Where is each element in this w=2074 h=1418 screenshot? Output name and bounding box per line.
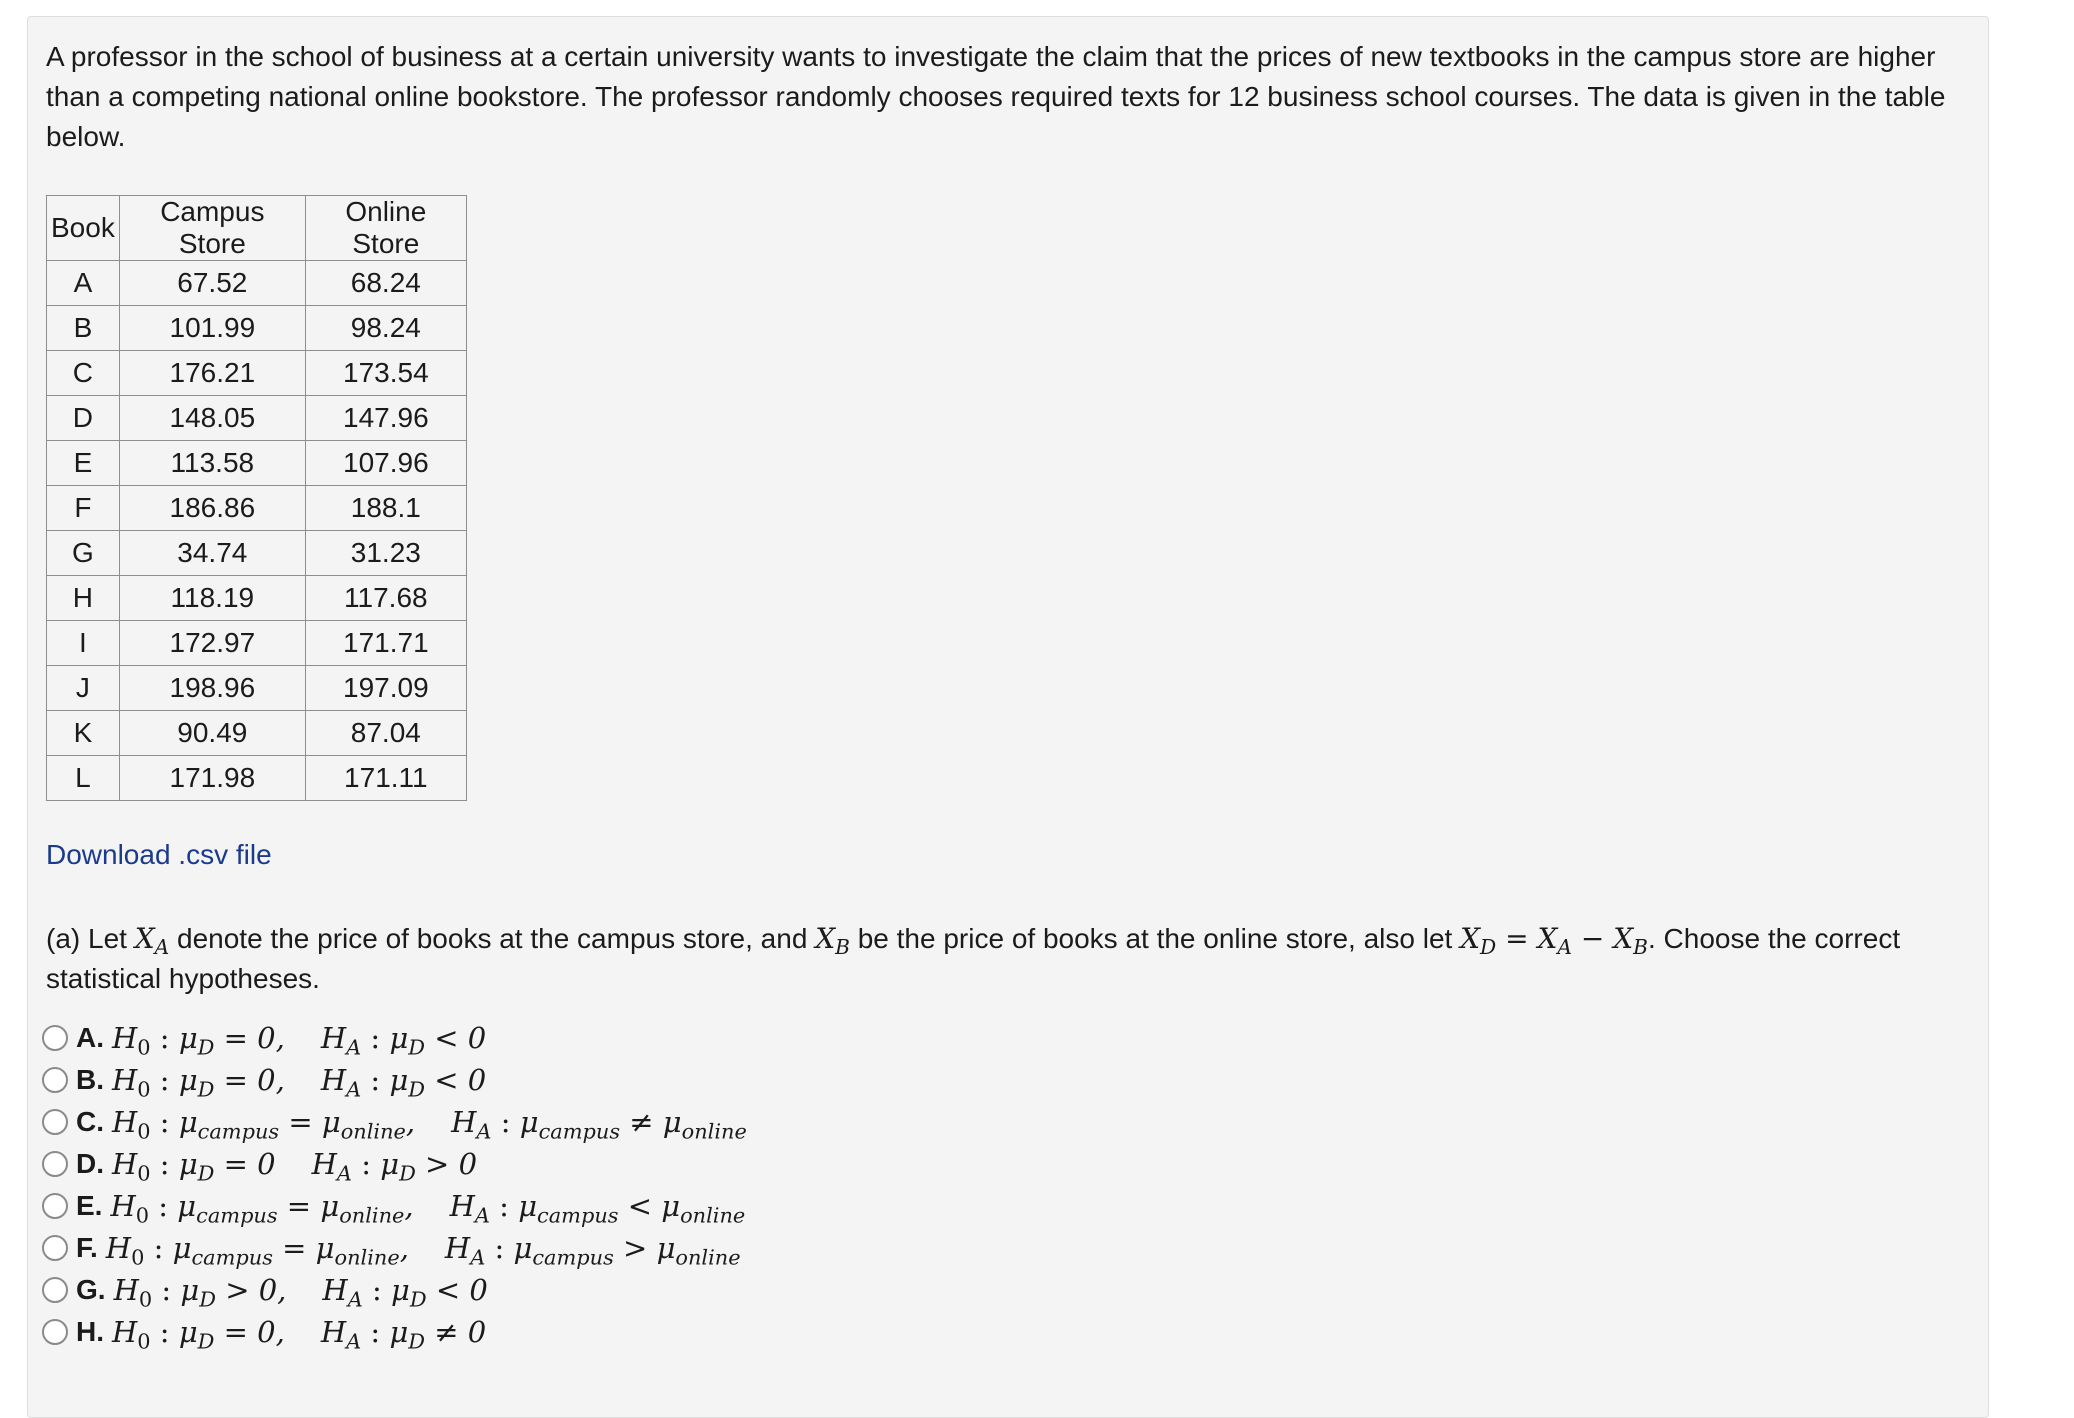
table-row <box>47 441 467 486</box>
cell-campus-price: 171.98 <box>119 756 305 801</box>
radio-button[interactable] <box>42 1235 68 1261</box>
table-row <box>47 351 467 396</box>
table-row <box>47 396 467 441</box>
answer-options <box>42 1017 747 1353</box>
cell-campus-price: 34.74 <box>119 531 305 576</box>
cell-book: H <box>47 576 120 621</box>
xd-equation: $X_D = X_A - X_B$ <box>1460 922 1648 960</box>
cell-book: B <box>47 306 120 351</box>
var-xa: $X_A$ <box>134 922 170 960</box>
cell-online-price: 98.24 <box>305 306 466 351</box>
cell-campus-price: 67.52 <box>119 261 305 306</box>
option-label: E. <box>76 1190 103 1221</box>
null-hypothesis: $H_0$ : $\mu_D = 0$, <box>112 1063 285 1102</box>
download-csv-link[interactable]: Download .csv file <box>46 839 272 870</box>
cell-campus-price: 118.19 <box>119 576 305 621</box>
table-row <box>47 621 467 666</box>
option-f[interactable] <box>42 1227 747 1269</box>
cell-book: C <box>47 351 120 396</box>
radio-button[interactable] <box>42 1193 68 1219</box>
option-e[interactable] <box>42 1185 747 1227</box>
cell-book: G <box>47 531 120 576</box>
radio-button[interactable] <box>42 1067 68 1093</box>
cell-campus-price: 101.99 <box>119 306 305 351</box>
alternative-hypothesis: $H_A$ : $\mu_D > 0$ <box>311 1147 478 1186</box>
question-panel <box>27 16 1989 1418</box>
cell-online-price: 107.96 <box>305 441 466 486</box>
table-row <box>47 531 467 576</box>
option-g[interactable] <box>42 1269 747 1311</box>
radio-button[interactable] <box>42 1151 68 1177</box>
null-hypothesis: $H_0$ : $\mu_D > 0$, <box>113 1273 287 1312</box>
radio-button[interactable] <box>42 1319 68 1345</box>
cell-book: L <box>47 756 120 801</box>
null-hypothesis: $H_0$ : $\mu_D = 0$, <box>112 1021 285 1060</box>
null-hypothesis: $H_0$ : $\mu_{campus} = \mu_{online}$, <box>105 1231 409 1270</box>
alternative-hypothesis: $H_A$ : $\mu_{campus} \ne \mu_{online}$ <box>451 1105 747 1144</box>
cell-campus-price: 172.97 <box>119 621 305 666</box>
alternative-hypothesis: $H_A$ : $\mu_D < 0$ <box>322 1273 488 1312</box>
option-c[interactable] <box>42 1101 747 1143</box>
null-hypothesis: $H_0$ : $\mu_{campus} = \mu_{online}$, <box>112 1105 416 1144</box>
header-campus-store: Campus Store <box>119 196 305 261</box>
null-hypothesis: $H_0$ : $\mu_{campus} = \mu_{online}$, <box>110 1189 414 1228</box>
cell-online-price: 173.54 <box>305 351 466 396</box>
cell-book: E <box>47 441 120 486</box>
alternative-hypothesis: $H_A$ : $\mu_{campus} > \mu_{online}$ <box>444 1231 741 1270</box>
option-label: C. <box>76 1106 104 1137</box>
option-label: F. <box>76 1232 98 1263</box>
table-body <box>47 261 467 801</box>
header-online-store: Online Store <box>305 196 466 261</box>
radio-button[interactable] <box>42 1277 68 1303</box>
question-text-3: . Choose the correct statistical hypotheses. <box>46 923 1901 994</box>
table-row <box>47 756 467 801</box>
alternative-hypothesis: $H_A$ : $\mu_{campus} < \mu_{online}$ <box>449 1189 746 1228</box>
cell-online-price: 147.96 <box>305 396 466 441</box>
cell-campus-price: 198.96 <box>119 666 305 711</box>
radio-button[interactable] <box>42 1025 68 1051</box>
cell-book: A <box>47 261 120 306</box>
option-label: B. <box>76 1064 104 1095</box>
var-xb: $X_B$ <box>815 922 850 960</box>
null-hypothesis: $H_0$ : $\mu_D = 0$ <box>112 1147 276 1186</box>
cell-online-price: 197.09 <box>305 666 466 711</box>
null-hypothesis: $H_0$ : $\mu_D = 0$, <box>112 1315 285 1354</box>
cell-online-price: 188.1 <box>305 486 466 531</box>
table-row <box>47 711 467 756</box>
question-text-1: denote the price of books at the campus store, and <box>177 923 808 954</box>
option-label: G. <box>76 1274 106 1305</box>
cell-campus-price: 90.49 <box>119 711 305 756</box>
cell-online-price: 171.11 <box>305 756 466 801</box>
cell-book: D <box>47 396 120 441</box>
alternative-hypothesis: $H_A$ : $\mu_D < 0$ <box>320 1063 487 1102</box>
option-d[interactable] <box>42 1143 747 1185</box>
table-row <box>47 261 467 306</box>
header-book: Book <box>47 196 120 261</box>
option-label: D. <box>76 1148 104 1179</box>
question-text-2: be the price of books at the online store, also let <box>857 923 1453 954</box>
problem-intro: A professor in the school of business at a certain university wants to investigate the claim that the prices of new textbooks in the campus store are higher than a competing national online bookstore. The professor randomly chooses required texts for 12 business school courses. The data is given in the table below. <box>46 41 1946 152</box>
cell-campus-price: 176.21 <box>119 351 305 396</box>
cell-online-price: 87.04 <box>305 711 466 756</box>
cell-book: K <box>47 711 120 756</box>
option-h[interactable] <box>42 1311 747 1353</box>
option-a[interactable] <box>42 1017 747 1059</box>
table-row <box>47 486 467 531</box>
cell-online-price: 171.71 <box>305 621 466 666</box>
table-row <box>47 576 467 621</box>
cell-campus-price: 186.86 <box>119 486 305 531</box>
table-header-row <box>47 196 467 261</box>
price-table <box>46 195 467 801</box>
table-row <box>47 666 467 711</box>
alternative-hypothesis: $H_A$ : $\mu_D \ne 0$ <box>320 1315 487 1354</box>
question-text <box>46 919 1971 999</box>
cell-online-price: 117.68 <box>305 576 466 621</box>
cell-campus-price: 148.05 <box>119 396 305 441</box>
cell-book: I <box>47 621 120 666</box>
alternative-hypothesis: $H_A$ : $\mu_D < 0$ <box>320 1021 487 1060</box>
radio-button[interactable] <box>42 1109 68 1135</box>
table-row <box>47 306 467 351</box>
question-prefix: (a) Let <box>46 923 127 954</box>
cell-online-price: 68.24 <box>305 261 466 306</box>
cell-online-price: 31.23 <box>305 531 466 576</box>
cell-book: J <box>47 666 120 711</box>
cell-campus-price: 113.58 <box>119 441 305 486</box>
cell-book: F <box>47 486 120 531</box>
option-b[interactable] <box>42 1059 747 1101</box>
option-label: A. <box>76 1022 104 1053</box>
option-label: H. <box>76 1316 104 1347</box>
